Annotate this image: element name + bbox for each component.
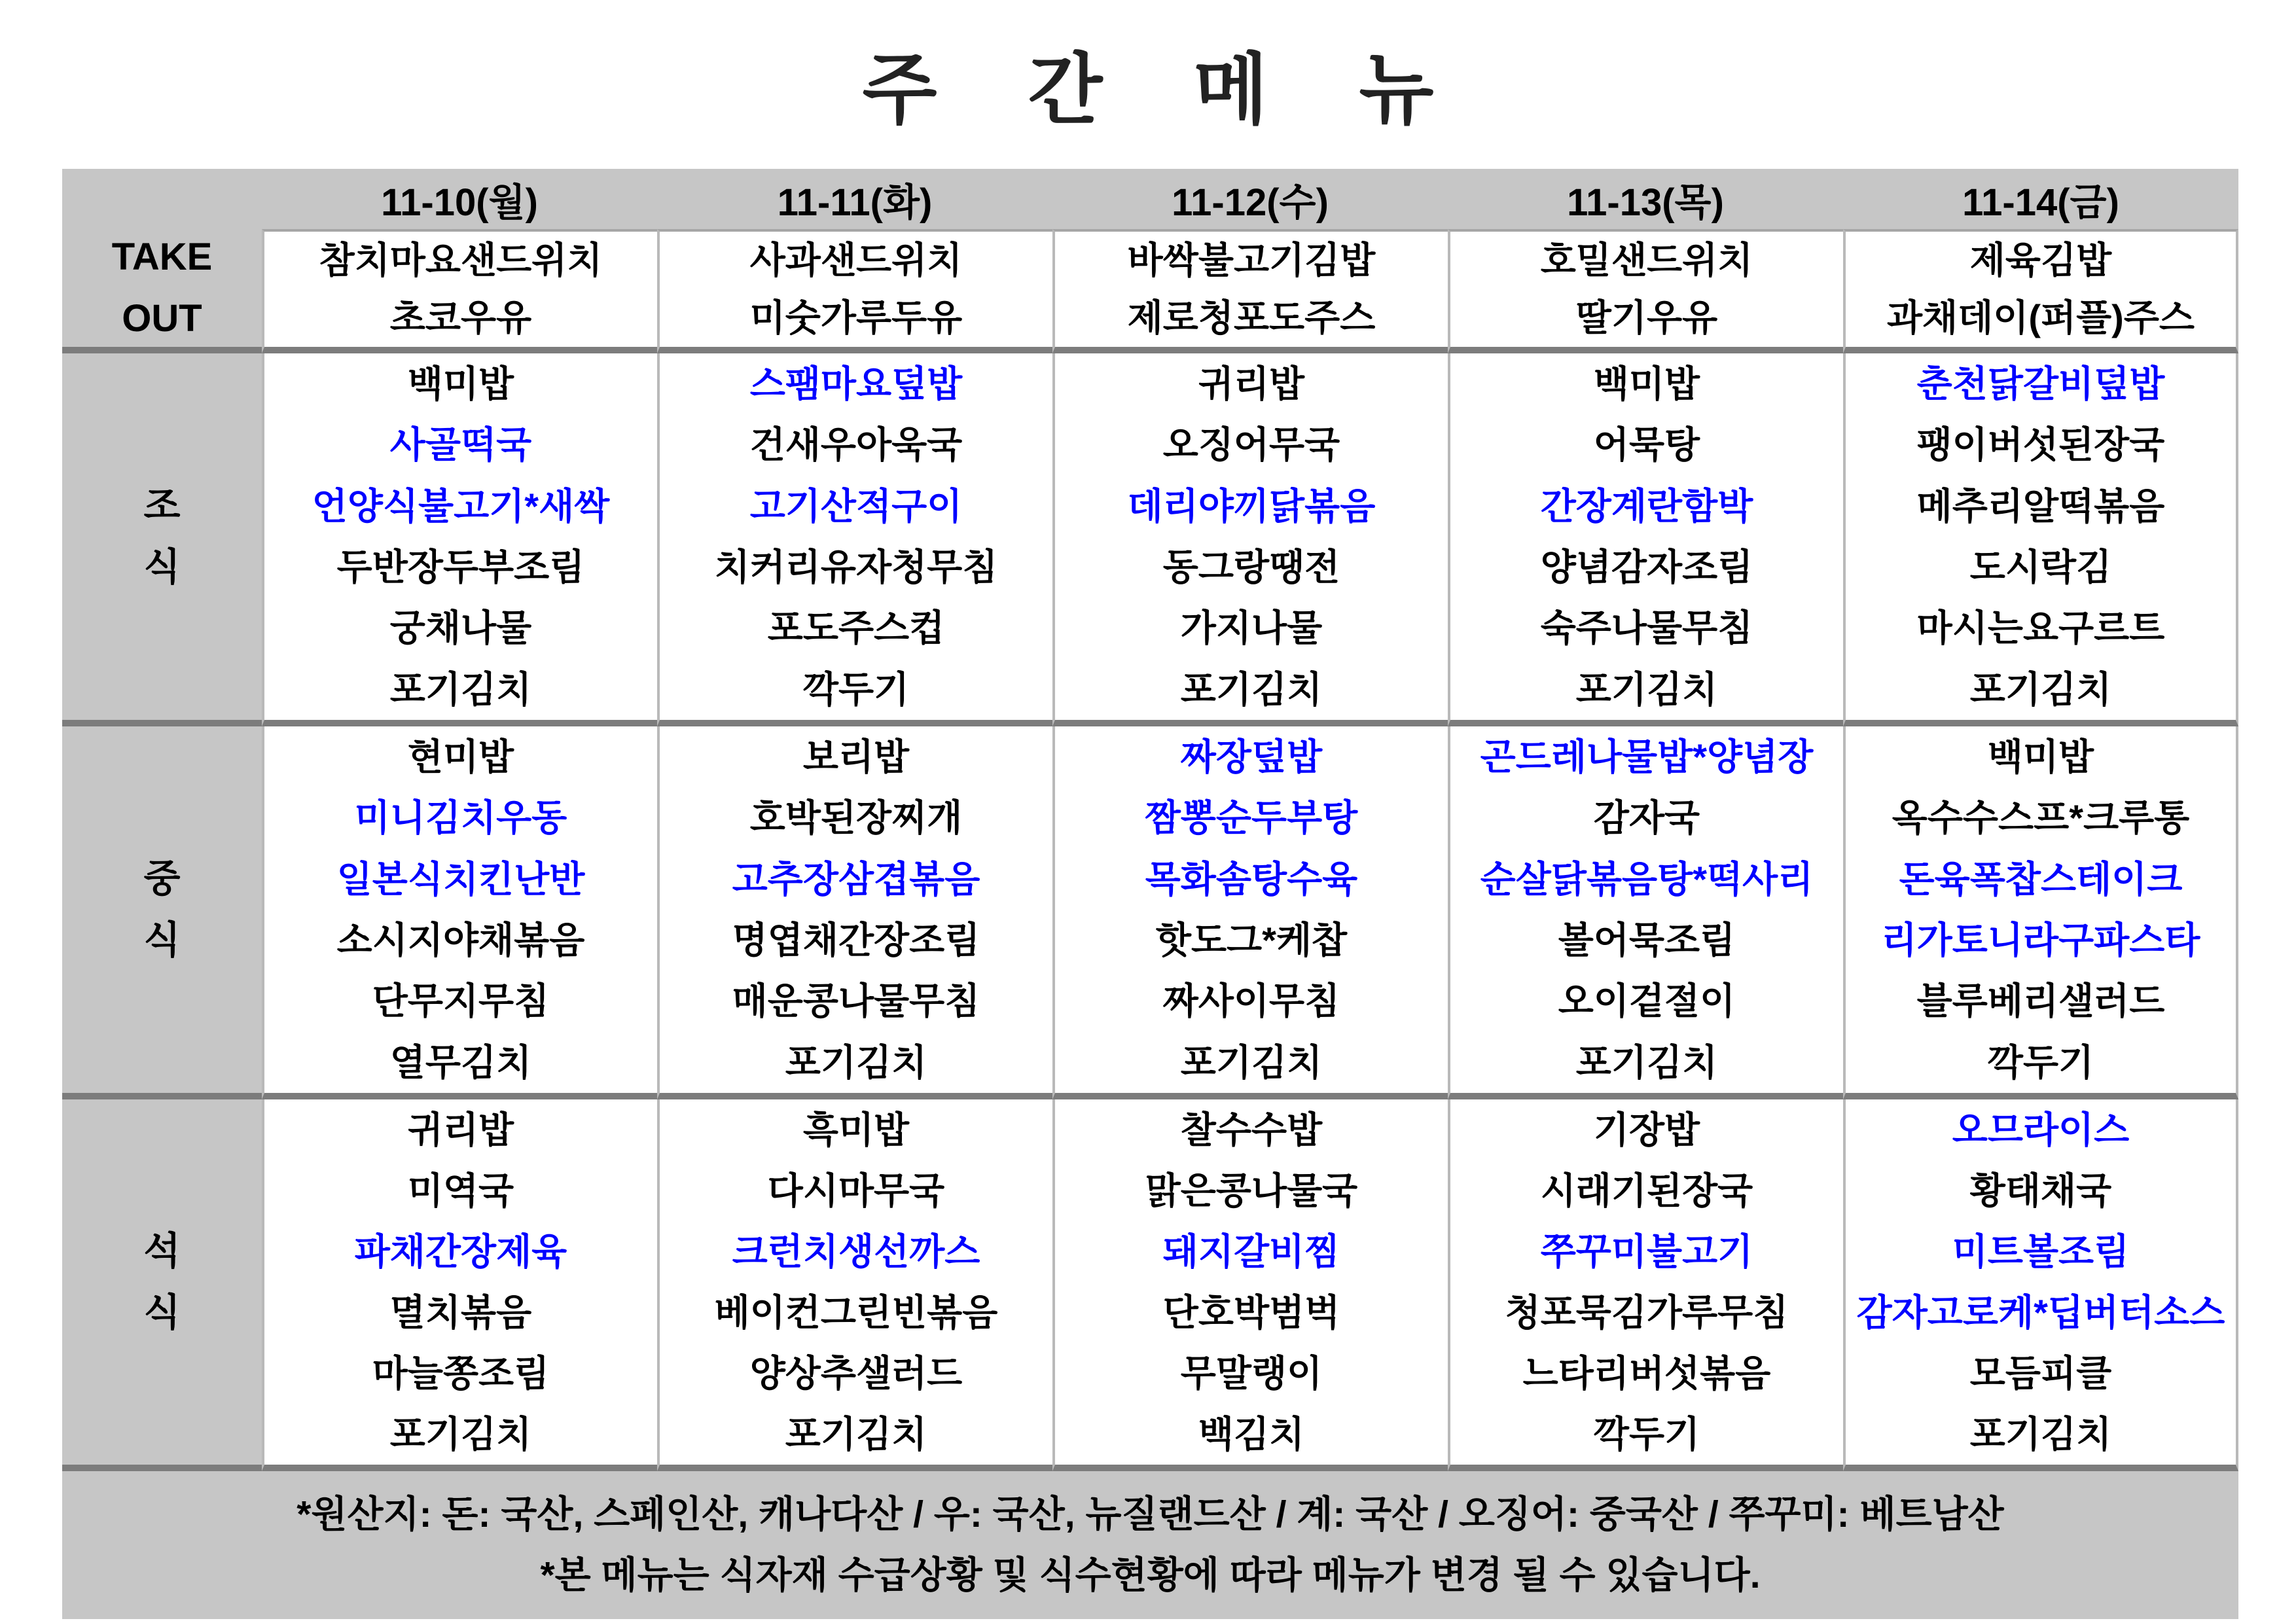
menu-item: 고기산적구이 bbox=[749, 485, 963, 527]
row-label-line: 식 bbox=[143, 919, 181, 961]
menu-item: 맑은콩나물국 bbox=[1145, 1169, 1358, 1211]
row-label-dinner bbox=[62, 1099, 262, 1471]
menu-cell bbox=[1052, 353, 1448, 726]
menu-item: 메추리알떡볶음 bbox=[1916, 485, 2165, 527]
menu-item: 사과샌드위치 bbox=[749, 240, 963, 281]
menu-cell bbox=[1052, 726, 1448, 1099]
row-label-line: 조 bbox=[143, 484, 181, 527]
menu-item: 숙주나물무침 bbox=[1540, 607, 1753, 649]
row-label-line: 석 bbox=[143, 1230, 181, 1272]
menu-item: 시래기된장국 bbox=[1540, 1169, 1753, 1211]
date-header-wed: 11-12(수) bbox=[1172, 181, 1329, 224]
menu-item: 백미밥 bbox=[1987, 736, 2094, 777]
menu-item: 호밀샌드위치 bbox=[1540, 240, 1753, 281]
menu-item: 멸치볶음 bbox=[389, 1291, 532, 1333]
menu-cell bbox=[1843, 726, 2238, 1099]
menu-item: 백미밥 bbox=[407, 363, 514, 404]
menu-item: 가지나물 bbox=[1180, 607, 1323, 649]
menu-cell bbox=[262, 229, 657, 353]
menu-item: 백김치 bbox=[1198, 1413, 1305, 1455]
menu-item: 미니김치우동 bbox=[354, 797, 567, 839]
row-label-takeout bbox=[62, 229, 262, 353]
row-label-line: TAKE bbox=[111, 236, 213, 278]
menu-item: 목화솜탕수육 bbox=[1145, 858, 1358, 900]
menu-item: 양념감자조림 bbox=[1540, 546, 1753, 588]
menu-item: 찰수수밥 bbox=[1180, 1109, 1323, 1150]
menu-item: 어묵탕 bbox=[1593, 424, 1700, 466]
menu-item: 과채데이(퍼플)주스 bbox=[1886, 297, 2195, 339]
menu-item: 옥수수스프*크루통 bbox=[1892, 797, 2190, 839]
page-title: 주 간 메 뉴 bbox=[862, 47, 1469, 134]
menu-item: 일본식치킨난반 bbox=[336, 858, 585, 900]
menu-item: 짜장덮밥 bbox=[1180, 736, 1323, 777]
menu-item: 단무지무침 bbox=[372, 980, 550, 1022]
menu-cell bbox=[1843, 1099, 2238, 1471]
date-header-thu: 11-13(목) bbox=[1567, 181, 1724, 224]
menu-item: 포기김치 bbox=[785, 1413, 927, 1455]
menu-item: 미역국 bbox=[407, 1169, 514, 1211]
menu-item: 다시마무국 bbox=[767, 1169, 945, 1211]
menu-item: 호박된장찌개 bbox=[749, 797, 963, 839]
menu-item: 명엽채간장조림 bbox=[732, 919, 980, 961]
date-header-mon: 11-10(월) bbox=[381, 181, 538, 224]
menu-item: 순살닭볶음탕*떡사리 bbox=[1480, 858, 1814, 900]
menu-item: 포기김치 bbox=[1575, 1041, 1718, 1083]
menu-item: 포기김치 bbox=[785, 1041, 927, 1083]
menu-item: 포기김치 bbox=[1180, 1041, 1323, 1083]
menu-cell bbox=[262, 726, 657, 1099]
row-label-line: OUT bbox=[122, 297, 202, 340]
menu-item: 황태채국 bbox=[1969, 1169, 2112, 1211]
menu-item: 마늘쫑조림 bbox=[372, 1352, 550, 1394]
footer-notes bbox=[62, 1471, 2238, 1619]
menu-item: 짜사이무침 bbox=[1162, 980, 1340, 1022]
menu-item: 감자국 bbox=[1593, 797, 1700, 839]
menu-item: 무말랭이 bbox=[1180, 1352, 1323, 1394]
menu-item: 깍두기 bbox=[802, 668, 910, 710]
menu-item: 오징어무국 bbox=[1162, 424, 1340, 466]
menu-item: 포기김치 bbox=[1969, 668, 2112, 710]
menu-item: 스팸마요덮밥 bbox=[749, 363, 963, 404]
menu-item: 크런치생선까스 bbox=[732, 1230, 980, 1272]
menu-item: 건새우아욱국 bbox=[749, 424, 963, 466]
menu-cell bbox=[1052, 1099, 1448, 1471]
menu-item: 데리야끼닭볶음 bbox=[1127, 485, 1376, 527]
menu-cell bbox=[1448, 353, 1843, 726]
menu-cell bbox=[657, 726, 1052, 1099]
menu-item: 포기김치 bbox=[389, 1413, 532, 1455]
menu-item: 사골떡국 bbox=[389, 424, 532, 466]
menu-item: 귀리밥 bbox=[407, 1109, 514, 1150]
menu-item: 백미밥 bbox=[1593, 363, 1700, 404]
menu-item: 포기김치 bbox=[1180, 668, 1323, 710]
menu-item: 느타리버섯볶음 bbox=[1522, 1352, 1771, 1394]
date-header-fri: 11-14(금) bbox=[1962, 181, 2119, 224]
menu-item: 참치마요샌드위치 bbox=[319, 240, 603, 281]
corner-cell bbox=[62, 169, 262, 229]
menu-item: 모듬피클 bbox=[1969, 1352, 2112, 1394]
menu-item: 포기김치 bbox=[1575, 668, 1718, 710]
menu-cell bbox=[1448, 726, 1843, 1099]
menu-item: 쭈꾸미불고기 bbox=[1540, 1230, 1753, 1272]
menu-item: 궁채나물 bbox=[389, 607, 532, 649]
menu-item: 파채간장제육 bbox=[354, 1230, 567, 1272]
menu-item: 소시지야채볶음 bbox=[336, 919, 585, 961]
menu-item: 포기김치 bbox=[1969, 1413, 2112, 1455]
menu-item: 두반장두부조림 bbox=[336, 546, 585, 588]
weekly-menu-table bbox=[62, 169, 2238, 1619]
menu-cell bbox=[1843, 229, 2238, 353]
menu-item: 기장밥 bbox=[1593, 1109, 1700, 1150]
change-note: *본 메뉴는 식자재 수급상황 및 식수현황에 따라 메뉴가 변경 될 수 있습니다. bbox=[540, 1554, 1761, 1596]
menu-item: 깍두기 bbox=[1987, 1041, 2094, 1083]
row-label-line: 식 bbox=[143, 1291, 181, 1334]
menu-item: 단호박범벅 bbox=[1162, 1291, 1340, 1333]
menu-item: 바싹불고기김밥 bbox=[1127, 240, 1376, 281]
menu-item: 짬뽕순두부탕 bbox=[1145, 797, 1358, 839]
menu-item: 포도주스컵 bbox=[767, 607, 945, 649]
row-label-line: 식 bbox=[143, 546, 181, 588]
menu-cell bbox=[1448, 1099, 1843, 1471]
menu-item: 베이컨그린빈볶음 bbox=[714, 1291, 998, 1333]
menu-item: 열무김치 bbox=[389, 1041, 532, 1083]
menu-item: 고추장삼겹볶음 bbox=[732, 858, 980, 900]
origin-note: *원산지: 돈: 국산, 스페인산, 캐나다산 / 우: 국산, 뉴질랜드산 / 계: 국산 / 오징어: 중국산 / 쭈꾸미: 베트남산 bbox=[296, 1493, 2004, 1535]
menu-item: 간장계란함박 bbox=[1540, 485, 1753, 527]
menu-item: 언양식불고기*새싹 bbox=[312, 485, 610, 527]
menu-item: 청포묵김가루무침 bbox=[1505, 1291, 1789, 1333]
menu-cell bbox=[1448, 229, 1843, 353]
menu-item: 돈육폭찹스테이크 bbox=[1899, 858, 2183, 900]
menu-item: 감자고로케*딥버터소스 bbox=[1856, 1291, 2225, 1333]
row-label-lunch bbox=[62, 726, 262, 1099]
menu-item: 미숫가루두유 bbox=[749, 297, 963, 339]
menu-cell bbox=[262, 353, 657, 726]
menu-board bbox=[62, 169, 2238, 1619]
menu-item: 팽이버섯된장국 bbox=[1916, 424, 2165, 466]
menu-item: 현미밥 bbox=[407, 736, 514, 777]
menu-item: 제로청포도주스 bbox=[1127, 297, 1376, 339]
menu-item: 깍두기 bbox=[1593, 1413, 1700, 1455]
menu-item: 초코우유 bbox=[389, 297, 532, 339]
menu-cell bbox=[657, 1099, 1052, 1471]
menu-item: 포기김치 bbox=[389, 668, 532, 710]
menu-item: 블루베리샐러드 bbox=[1916, 980, 2165, 1022]
menu-item: 귀리밥 bbox=[1198, 363, 1305, 404]
menu-item: 흑미밥 bbox=[802, 1109, 910, 1150]
menu-item: 돼지갈비찜 bbox=[1162, 1230, 1340, 1272]
menu-item: 오이겉절이 bbox=[1558, 980, 1736, 1022]
menu-item: 리가토니라구파스타 bbox=[1881, 919, 2200, 961]
menu-item: 치커리유자청무침 bbox=[714, 546, 998, 588]
row-label-line: 중 bbox=[143, 857, 181, 900]
menu-item: 보리밥 bbox=[802, 736, 910, 777]
menu-item: 양상추샐러드 bbox=[749, 1352, 963, 1394]
menu-item: 마시는요구르트 bbox=[1916, 607, 2165, 649]
row-label-breakfast bbox=[62, 353, 262, 726]
menu-item: 핫도그*케찹 bbox=[1155, 919, 1348, 961]
menu-cell bbox=[1052, 229, 1448, 353]
menu-item: 동그랑땡전 bbox=[1162, 546, 1340, 588]
menu-item: 제육김밥 bbox=[1969, 240, 2112, 281]
menu-item: 춘천닭갈비덮밥 bbox=[1916, 363, 2165, 404]
date-header-tue: 11-11(화) bbox=[777, 181, 933, 224]
menu-item: 도시락김 bbox=[1969, 546, 2112, 588]
menu-cell bbox=[262, 1099, 657, 1471]
menu-item: 볼어묵조림 bbox=[1558, 919, 1736, 961]
menu-item: 오므라이스 bbox=[1952, 1109, 2130, 1150]
menu-item: 딸기우유 bbox=[1575, 297, 1718, 339]
menu-item: 곤드레나물밥*양념장 bbox=[1480, 736, 1814, 777]
menu-cell bbox=[1843, 353, 2238, 726]
menu-item: 미트볼조림 bbox=[1952, 1230, 2130, 1272]
menu-item: 매운콩나물무침 bbox=[732, 980, 980, 1022]
menu-cell bbox=[657, 229, 1052, 353]
menu-cell bbox=[657, 353, 1052, 726]
